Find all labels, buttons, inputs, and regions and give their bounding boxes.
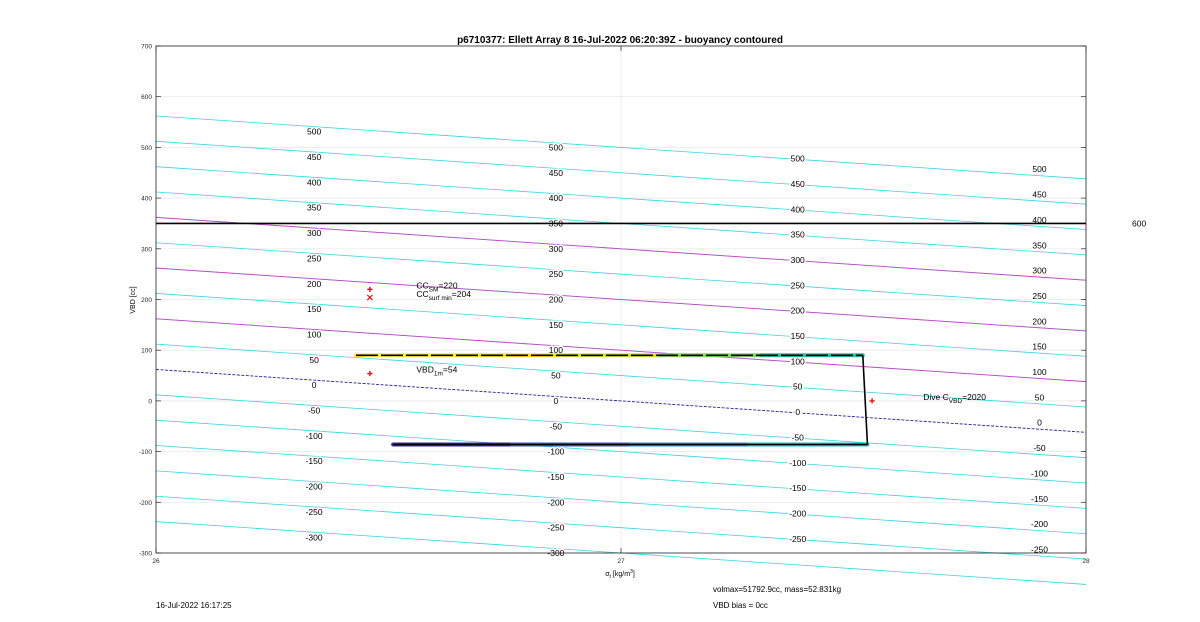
contour-label: -50 [791, 432, 804, 443]
chart-title: p6710377: Ellett Array 8 16-Jul-2022 06:20:39Z - buoyancy contoured [457, 35, 783, 46]
annotation-base: CC [416, 280, 429, 291]
contour-label: 50 [1034, 392, 1045, 403]
contour-label: -100 [789, 457, 807, 468]
x-axis-label-unit: [kg/m [612, 571, 631, 578]
contour-label: 300 [790, 254, 805, 265]
footer-timestamp: 16-Jul-2022 16:17:25 [156, 601, 232, 610]
contour-label: 250 [790, 280, 805, 291]
y-axis-label: VBD [cc] [130, 286, 137, 314]
contour-label: 50 [551, 370, 561, 381]
x-tick-label: 27 [617, 558, 625, 565]
contour-label: -250 [547, 522, 565, 533]
contour-label: 350 [1032, 240, 1047, 251]
contour-label: -200 [547, 497, 565, 508]
contour-label: -200 [789, 508, 807, 519]
y-tick-label: -100 [138, 449, 152, 457]
x-axis-label-sup: 3 [630, 569, 633, 575]
annotation-value: =2020 [962, 391, 987, 402]
contour-label: 350 [790, 229, 805, 240]
contour-label: -150 [1030, 493, 1049, 504]
vbd-limit-label: 600 [1132, 218, 1147, 229]
contour-label: -150 [547, 471, 565, 482]
contour-label: 50 [309, 354, 319, 365]
contour-label: -200 [305, 481, 323, 492]
x-axis-label-end: ] [632, 571, 635, 578]
contour-label: 400 [548, 193, 563, 204]
contour-label: 450 [307, 152, 322, 163]
x-tick-label: 28 [1082, 558, 1090, 565]
x-axis-label-main: σ [605, 571, 610, 578]
contour-label: 450 [1032, 189, 1047, 200]
contour-label: 300 [307, 228, 322, 239]
contour-label: 350 [307, 202, 322, 213]
contour-label: 500 [548, 142, 563, 153]
contour-label: 50 [792, 381, 803, 392]
y-tick-label: 400 [141, 195, 152, 203]
contour-label: -150 [305, 456, 323, 467]
contour-label: -200 [1030, 519, 1049, 530]
contour-label: 250 [548, 269, 563, 280]
annotation-subscript: SM [428, 286, 439, 294]
contour-label: 0 [795, 407, 801, 418]
contour-label: -300 [305, 532, 323, 543]
contour-label: 100 [1032, 367, 1047, 378]
y-tick-label: 300 [141, 246, 152, 254]
contour-label: -50 [549, 421, 563, 432]
contour-label: -50 [307, 405, 321, 416]
contour-label: 200 [548, 294, 563, 305]
y-tick-label: 700 [141, 43, 152, 51]
contour-label: 500 [790, 153, 805, 164]
annotation-subscript: VBD [948, 397, 963, 405]
contour-label: -100 [305, 430, 323, 441]
contour-label: 150 [548, 319, 563, 330]
annotation-base: VBD [416, 364, 434, 375]
y-tick-label: 100 [141, 347, 152, 355]
contour-label: 0 [1037, 417, 1042, 428]
footer-vbd-bias: VBD bias = 0cc [713, 601, 768, 610]
footer-volmax-mass: volmax=51792.9cc, mass=52.831kg [713, 585, 842, 594]
y-tick-label: -200 [138, 499, 152, 507]
annotation-value: =220 [438, 280, 458, 291]
contour-label: 100 [790, 356, 805, 367]
annotation-subscript: surf min [428, 294, 452, 302]
annotation-value: =204 [451, 288, 471, 299]
y-tick-label: -300 [138, 550, 152, 558]
annotation-base: CC [416, 288, 429, 299]
contour-label: -250 [305, 506, 323, 517]
contour-label: 400 [307, 177, 322, 188]
contour-label: 400 [790, 204, 805, 215]
contour-label: 150 [1032, 341, 1047, 352]
contour-label: -150 [789, 483, 807, 494]
annotation-subscript: 1m [433, 370, 443, 378]
annotation-base: Dive C [923, 391, 949, 402]
contour-label: 350 [548, 218, 563, 229]
contour-label: 300 [548, 243, 563, 254]
contour-label: -100 [547, 446, 565, 457]
contour-label: 0 [553, 395, 559, 406]
contour-label: 250 [1032, 290, 1047, 301]
y-tick-label: 0 [148, 398, 152, 406]
x-axis-label-sub: t [609, 574, 611, 580]
y-tick-label: 600 [141, 94, 152, 102]
contour-label: 450 [790, 178, 805, 189]
contour-label: 450 [548, 167, 563, 178]
contour-label: 100 [307, 329, 322, 340]
contour-label: 150 [307, 304, 322, 315]
contour-label: 500 [307, 126, 322, 137]
contour-label: 150 [790, 331, 805, 342]
contour-label: -50 [1033, 443, 1046, 454]
contour-label: 400 [1032, 214, 1047, 225]
y-tick-label: 500 [141, 144, 152, 152]
y-tick-label: 200 [141, 297, 152, 304]
contour-label: 250 [307, 253, 322, 264]
x-tick-label: 26 [152, 558, 160, 565]
contour-label: 100 [548, 345, 563, 356]
contour-label: 200 [307, 278, 322, 289]
contour-label: -250 [1030, 544, 1049, 555]
contour-label: -100 [1030, 468, 1049, 479]
contour-label: -300 [547, 548, 565, 558]
contour-label: 200 [1032, 316, 1047, 327]
contour-label: 300 [1032, 265, 1047, 276]
contour-label: 500 [1032, 164, 1047, 175]
contour-label: 200 [790, 305, 805, 316]
contour-label: -250 [789, 533, 807, 544]
contour-label: 0 [311, 380, 317, 391]
annotation-value: =54 [442, 364, 458, 375]
